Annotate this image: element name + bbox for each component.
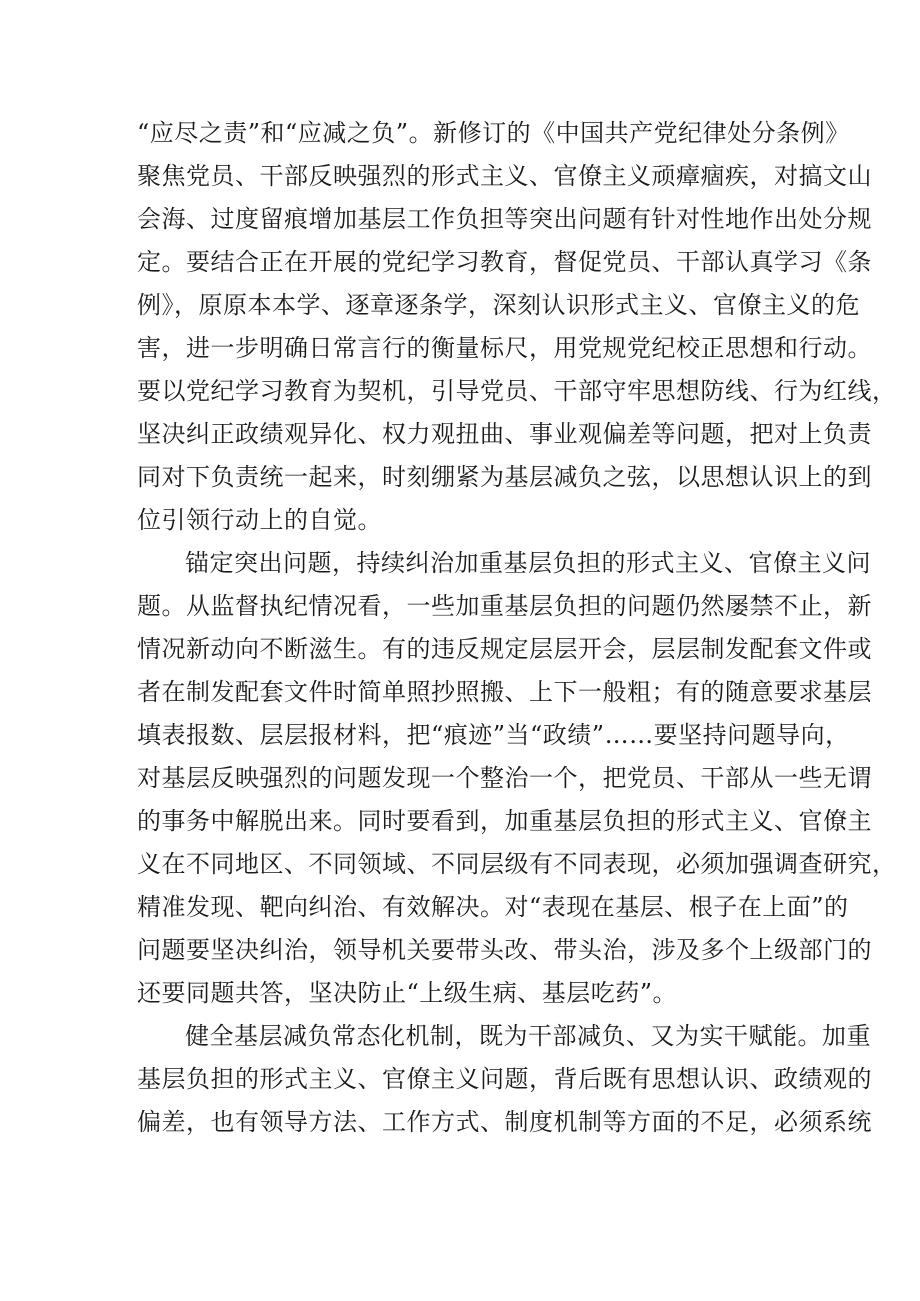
text-line: 锚定突出问题，持续纠治加重基层负担的形式主义、官僚主义问 (185, 549, 871, 577)
text-line: 健全基层减负常态化机制，既为干部减负、又为实干赋能。加重 (185, 1022, 871, 1050)
text-line: 情况新动向不断滋生。有的违反规定层层开会，层层制发配套文件或 (137, 635, 872, 663)
text-line: 偏差，也有领导方法、工作方式、制度机制等方面的不足，必须系统 (137, 1108, 872, 1136)
text-line: 问题要坚决纠治，领导机关要带头改、带头治，涉及多个上级部门的 (137, 936, 872, 964)
text-line: 题。从监督执纪情况看，一些加重基层负担的问题仍然屡禁不止，新 (137, 592, 872, 620)
text-line: 位引领行动上的自觉。 (137, 506, 382, 534)
text-line: “应尽之责”和“应减之负”。新修订的《中国共产党纪律处分条例》 (137, 119, 850, 147)
text-line: 例》，原原本本学、逐章逐条学，深刻认识形式主义、官僚主义的危 (137, 291, 860, 319)
text-line: 者在制发配套文件时简单照抄照搬、上下一般粗；有的随意要求基层 (137, 678, 872, 706)
text-line: 会海、过度留痕增加基层工作负担等突出问题有针对性地作出处分规 (137, 205, 872, 233)
text-line: 害，进一步明确日常言行的衡量标尺，用党规党纪校正思想和行动。 (137, 334, 872, 362)
body-text (137, 112, 897, 1144)
text-line: 的事务中解脱出来。同时要看到，加重基层负担的形式主义、官僚主 (137, 807, 872, 835)
text-line: 定。要结合正在开展的党纪学习教育，督促党员、干部认真学习《条 (137, 248, 872, 276)
text-line: 基层负担的形式主义、官僚主义问题，背后既有思想认识、政绩观的 (137, 1065, 872, 1093)
text-line: 义在不同地区、不同领域、不同层级有不同表现，必须加强调查研究， (137, 850, 897, 878)
paragraph (137, 112, 897, 542)
text-line: 要以党纪学习教育为契机，引导党员、干部守牢思想防线、行为红线， (137, 377, 897, 405)
text-line: 聚焦党员、干部反映强烈的形式主义、官僚主义顽瘴痼疾，对搞文山 (137, 162, 872, 190)
text-line: 精准发现、靶向纠治、有效解决。对“表现在基层、根子在上面”的 (137, 893, 849, 921)
text-line: 还要同题共答，坚决防止“上级生病、基层吃药”。 (137, 979, 678, 1007)
paragraph (137, 1015, 872, 1144)
text-line: 同对下负责统一起来，时刻绷紧为基层减负之弦，以思想认识上的到 (137, 463, 872, 491)
text-line: 坚决纠正政绩观异化、权力观扭曲、事业观偏差等问题，把对上负责 (137, 420, 872, 448)
text-line: 对基层反映强烈的问题发现一个整治一个，把党员、干部从一些无谓 (137, 764, 872, 792)
text-line: 填表报数、层层报材料，把“痕迹”当“政绩”……要坚持问题导向， (137, 721, 850, 749)
paragraph (137, 542, 897, 1015)
